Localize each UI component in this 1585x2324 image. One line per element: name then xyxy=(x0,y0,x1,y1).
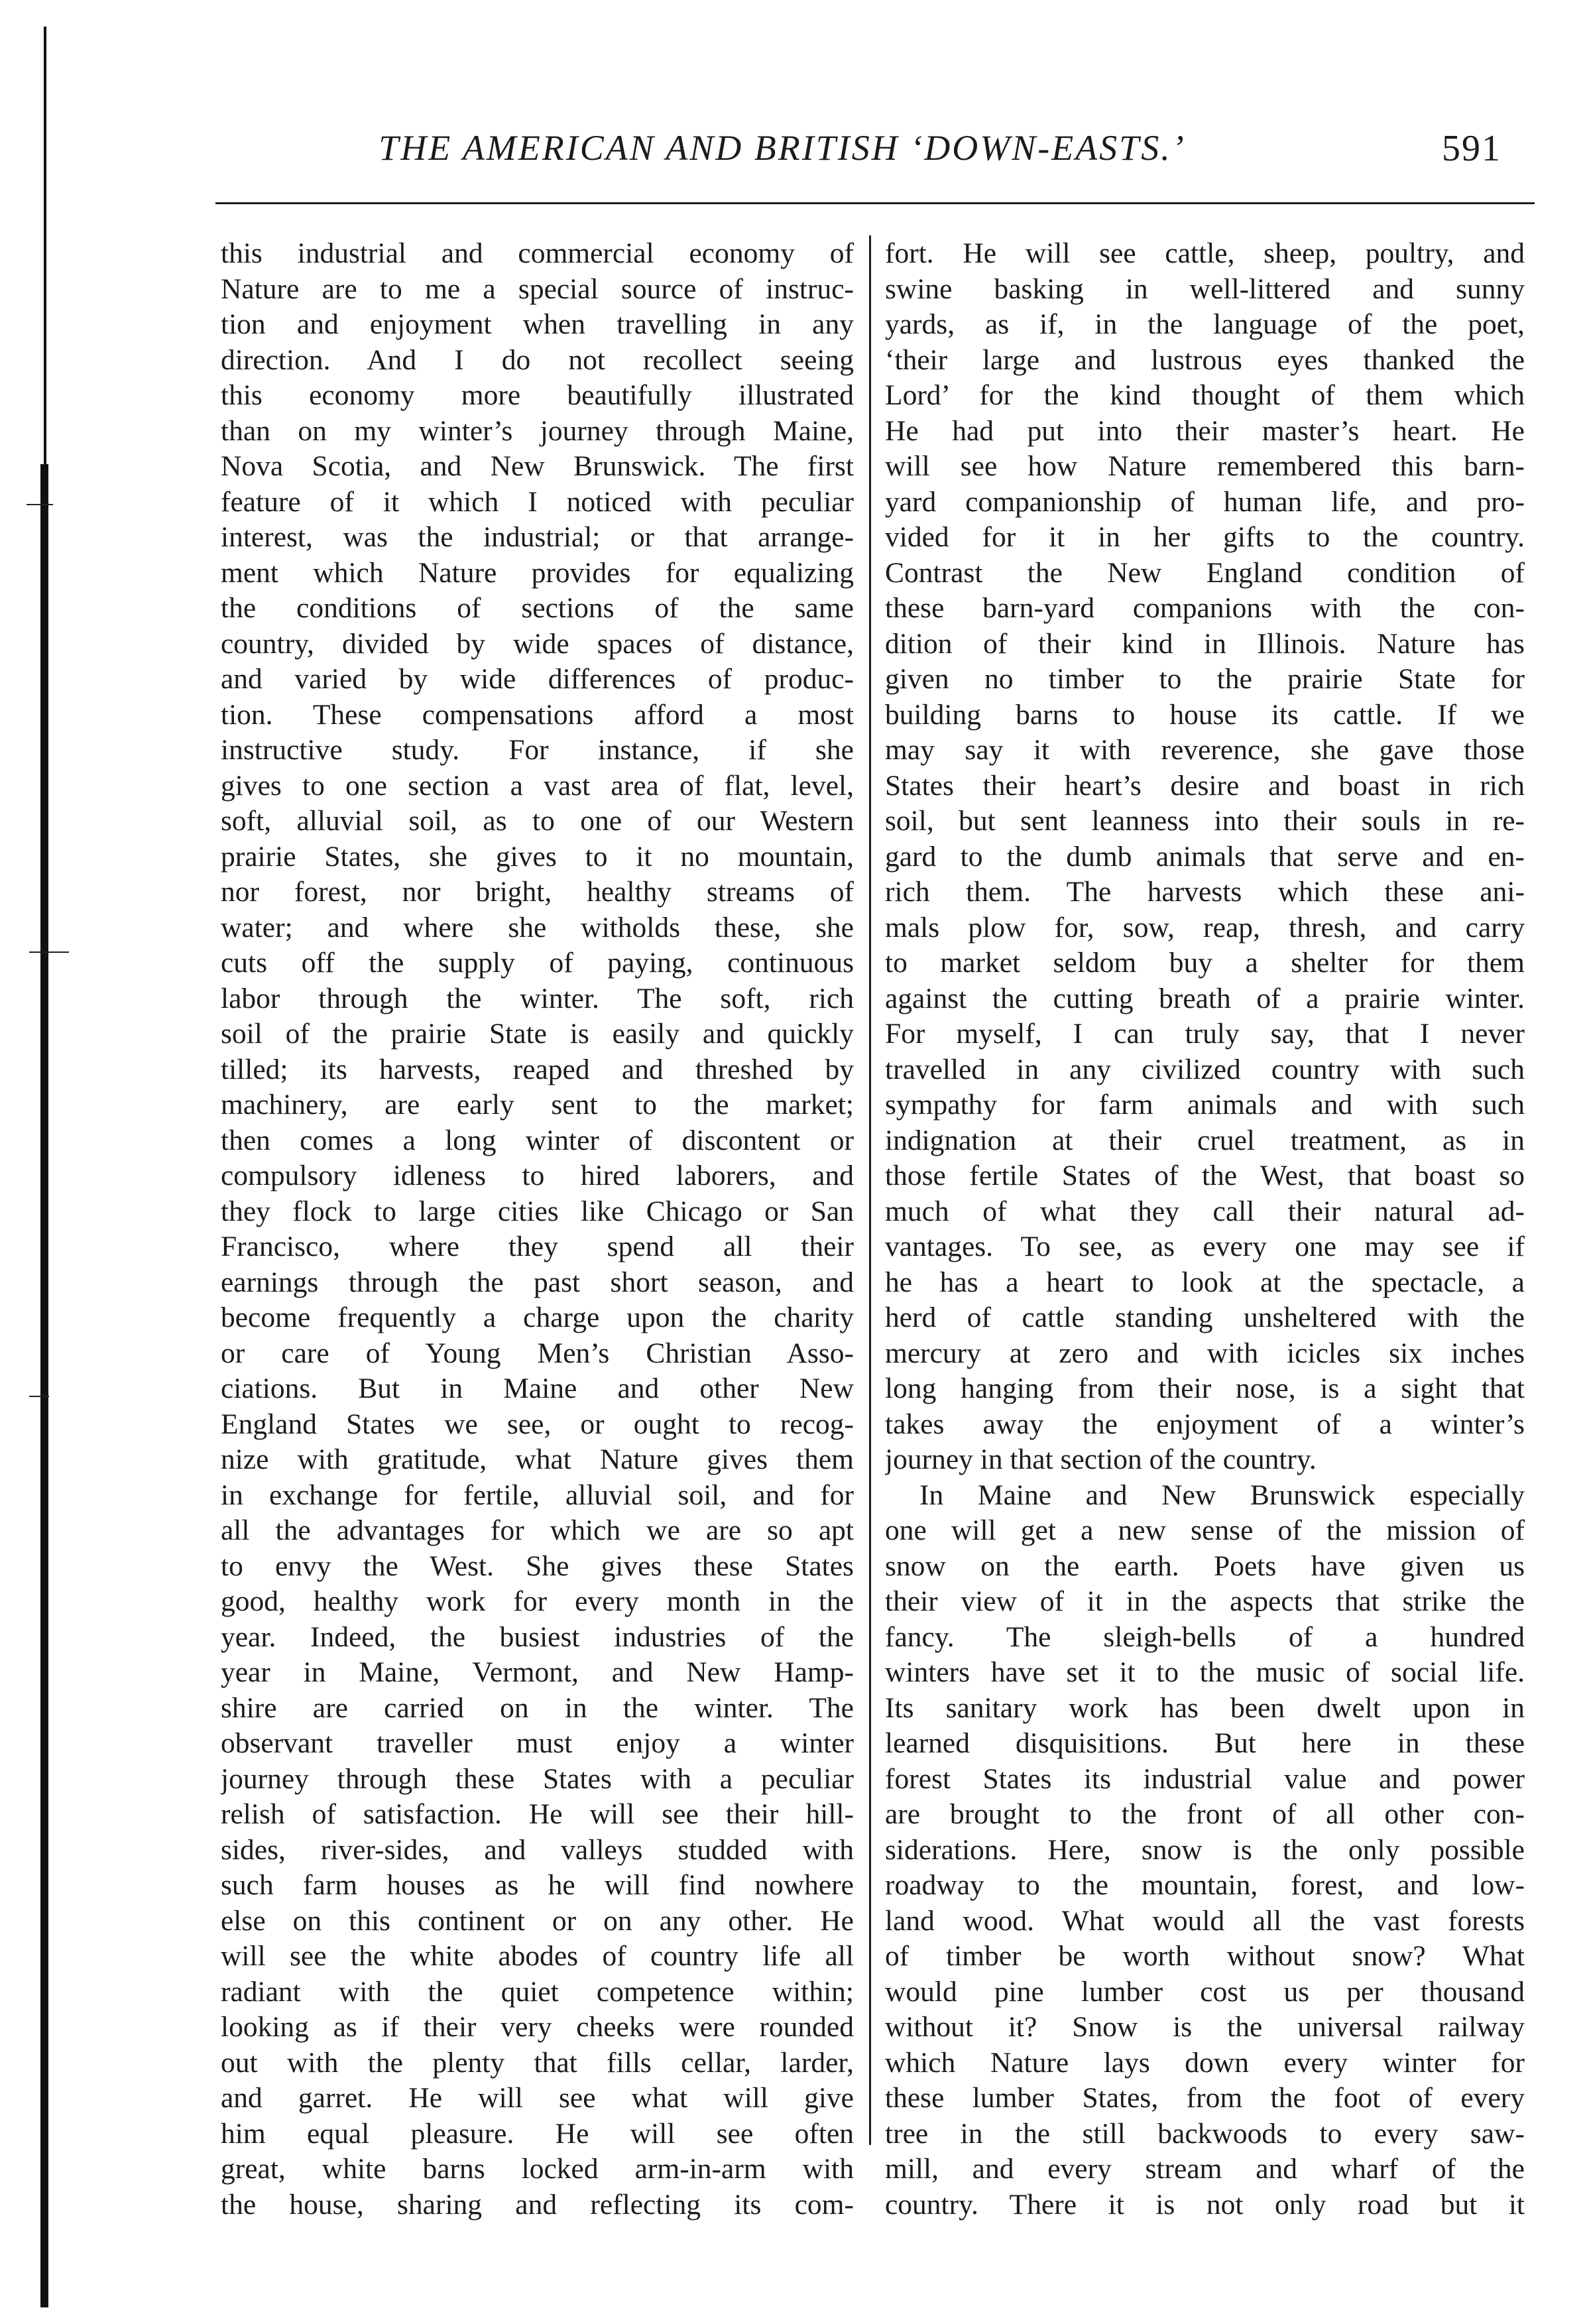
text-line: compulsory idleness to hired laborers, and xyxy=(221,1160,854,1192)
text-line: of timber be worth without snow? What xyxy=(885,1940,1525,1972)
text-line: Contrast the New England condition of xyxy=(885,556,1525,589)
text-line: one will get a new sense of the mission of xyxy=(885,1514,1525,1546)
text-line: fancy. The sleigh-bells of a hundred xyxy=(885,1621,1525,1653)
text-line: direction. And I do not recollect seeing xyxy=(221,343,854,376)
text-line: or care of Young Men’s Christian Asso- xyxy=(221,1337,854,1369)
text-line: learned disquisitions. But here in these xyxy=(885,1727,1525,1759)
text-line: building barns to house its cattle. If we xyxy=(885,698,1525,731)
running-head: THE AMERICAN AND BRITISH ‘DOWN-EASTS.’ xyxy=(379,128,1186,168)
text-line: are brought to the front of all other con- xyxy=(885,1798,1525,1830)
text-line: long hanging from their nose, is a sight that xyxy=(885,1373,1525,1404)
text-line: labor through the winter. The soft, rich xyxy=(221,982,854,1014)
text-line: to envy the West. She gives these States xyxy=(221,1550,854,1582)
text-line: yards, as if, in the language of the poet, xyxy=(885,308,1525,340)
text-line: to market seldom buy a shelter for them xyxy=(885,947,1525,979)
text-line: water; and where she witholds these, she xyxy=(221,911,854,944)
text-line: looking as if their very cheeks were rounded xyxy=(221,2011,854,2043)
text-line: this economy more beautifully illustrated xyxy=(221,379,854,411)
text-line: year in Maine, Vermont, and New Hamp- xyxy=(221,1656,854,1688)
text-line: country, divided by wide spaces of distance, xyxy=(221,627,854,660)
text-line: Nature are to me a special source of instruc- xyxy=(221,273,854,305)
text-line: siderations. Here, snow is the only possible xyxy=(885,1833,1525,1866)
text-line: these lumber States, from the foot of every xyxy=(885,2082,1525,2114)
text-line: forest States its industrial value and power xyxy=(885,1762,1525,1795)
text-line: good, healthy work for every month in the xyxy=(221,1585,854,1617)
text-line: machinery, are early sent to the market; xyxy=(221,1089,854,1121)
text-line: year. Indeed, the busiest industries of the xyxy=(221,1621,854,1653)
text-line: swine basking in well-littered and sunny xyxy=(885,273,1525,305)
text-line: yard companionship of human life, and pro- xyxy=(885,485,1525,518)
text-line: all the advantages for which we are so apt xyxy=(221,1514,854,1546)
text-line: may say it with reverence, she gave those xyxy=(885,734,1525,766)
text-line: without it? Snow is the universal railway xyxy=(885,2011,1525,2043)
text-line: rich them. The harvests which these ani- xyxy=(885,876,1525,908)
text-line: and varied by wide differences of produc- xyxy=(221,663,854,695)
text-line: this industrial and commercial economy of xyxy=(221,237,854,269)
text-line: Francisco, where they spend all their xyxy=(221,1231,854,1262)
text-line: given no timber to the prairie State for xyxy=(885,663,1525,695)
text-line: ‘their large and lustrous eyes thanked the xyxy=(885,343,1525,376)
text-line: ment which Nature provides for equalizing xyxy=(221,556,854,589)
text-line: England States we see, or ought to recog- xyxy=(221,1408,854,1440)
text-line: their view of it in the aspects that strike the xyxy=(885,1585,1525,1617)
text-line: against the cutting breath of a prairie winter. xyxy=(885,982,1525,1014)
text-line: become frequently a charge upon the charity xyxy=(221,1302,854,1333)
text-line: would pine lumber cost us per thousand xyxy=(885,1975,1525,2008)
text-line: observant traveller must enjoy a winter xyxy=(221,1727,854,1759)
text-line: radiant with the quiet competence within; xyxy=(221,1975,854,2008)
text-line: which Nature lays down every winter for xyxy=(885,2046,1525,2079)
text-line: country. There it is not only road but it xyxy=(885,2188,1525,2221)
text-line: they flock to large cities like Chicago or San xyxy=(221,1195,854,1227)
text-line: sympathy for farm animals and with such xyxy=(885,1089,1525,1121)
text-line: Lord’ for the kind thought of them which xyxy=(885,379,1525,411)
text-line: will see the white abodes of country life all xyxy=(221,1940,854,1972)
text-line: soft, alluvial soil, as to one of our Western xyxy=(221,805,854,837)
text-line: dition of their kind in Illinois. Nature has xyxy=(885,627,1525,660)
page-binding-edge-top xyxy=(44,27,46,464)
text-line: States their heart’s desire and boast in rich xyxy=(885,769,1525,802)
header-rule xyxy=(215,202,1535,204)
text-line: fort. He will see cattle, sheep, poultry, and xyxy=(885,237,1525,269)
text-line: relish of satisfaction. He will see their hill- xyxy=(221,1798,854,1830)
text-line: vantages. To see, as every one may see if xyxy=(885,1231,1525,1262)
text-line: roadway to the mountain, forest, and low- xyxy=(885,1869,1525,1901)
text-line: mill, and every stream and wharf of the xyxy=(885,2153,1525,2185)
text-line: gives to one section a vast area of flat, level, xyxy=(221,769,854,802)
text-line: He had put into their master’s heart. He xyxy=(885,414,1525,447)
text-line: the conditions of sections of the same xyxy=(221,592,854,624)
text-line: cuts off the supply of paying, continuous xyxy=(221,947,854,979)
left-column xyxy=(221,236,854,2223)
right-column xyxy=(885,236,1525,2223)
text-line: earnings through the past short season, and xyxy=(221,1266,854,1298)
binding-mark xyxy=(29,951,69,953)
text-line: will see how Nature remembered this barn- xyxy=(885,450,1525,482)
text-line: tree in the still backwoods to every saw- xyxy=(885,2117,1525,2150)
text-line: land wood. What would all the vast forests xyxy=(885,1904,1525,1937)
text-line: ciations. But in Maine and other New xyxy=(221,1373,854,1404)
binding-mark xyxy=(27,504,53,505)
text-line: shire are carried on in the winter. The xyxy=(221,1691,854,1724)
text-line: sides, river-sides, and valleys studded with xyxy=(221,1833,854,1866)
text-line: journey in that section of the country. xyxy=(885,1443,1317,1475)
text-line: tion and enjoyment when travelling in any xyxy=(221,308,854,340)
text-line: these barn-yard companions with the con- xyxy=(885,592,1525,624)
page-number: 591 xyxy=(1442,128,1501,169)
text-line: feature of it which I noticed with peculiar xyxy=(221,485,854,518)
text-line: travelled in any civilized country with such xyxy=(885,1053,1525,1085)
text-line: nor forest, nor bright, healthy streams of xyxy=(221,876,854,908)
text-line: Nova Scotia, and New Brunswick. The first xyxy=(221,450,854,482)
text-line: herd of cattle standing unsheltered with the xyxy=(885,1302,1525,1333)
text-line: great, white barns locked arm-in-arm with xyxy=(221,2153,854,2185)
text-line: prairie States, she gives to it no mountain, xyxy=(221,840,854,873)
text-line: takes away the enjoyment of a winter’s xyxy=(885,1408,1525,1440)
text-line: and garret. He will see what will give xyxy=(221,2082,854,2114)
text-line: winters have set it to the music of social life. xyxy=(885,1656,1525,1688)
text-line: vided for it in her gifts to the country. xyxy=(885,521,1525,553)
text-line: mals plow for, sow, reap, thresh, and carry xyxy=(885,911,1525,944)
text-line: than on my winter’s journey through Maine, xyxy=(221,414,854,447)
text-line: those fertile States of the West, that boast so xyxy=(885,1160,1525,1192)
text-line: Its sanitary work has been dwelt upon in xyxy=(885,1691,1525,1724)
column-divider xyxy=(869,235,871,2145)
text-line: snow on the earth. Poets have given us xyxy=(885,1550,1525,1582)
text-line: such farm houses as he will find nowhere xyxy=(221,1869,854,1901)
text-line: tilled; its harvests, reaped and threshed by xyxy=(221,1053,854,1085)
text-line: journey through these States with a peculiar xyxy=(221,1762,854,1795)
page-binding-edge xyxy=(40,464,48,2307)
text-line: instructive study. For instance, if she xyxy=(221,734,854,766)
text-line: interest, was the industrial; or that arrange- xyxy=(221,521,854,553)
text-line: out with the plenty that fills cellar, larder, xyxy=(221,2046,854,2079)
binding-mark xyxy=(29,1396,49,1397)
text-line: else on this continent or on any other. He xyxy=(221,1904,854,1937)
text-line: in exchange for fertile, alluvial soil, and for xyxy=(221,1479,854,1511)
text-line: the house, sharing and reflecting its com- xyxy=(221,2188,854,2221)
text-line: much of what they call their natural ad- xyxy=(885,1195,1525,1227)
text-line: soil, but sent leanness into their souls in re- xyxy=(885,805,1525,837)
text-line: nize with gratitude, what Nature gives them xyxy=(221,1443,854,1475)
text-line: tion. These compensations afford a most xyxy=(221,698,854,731)
text-line: him equal pleasure. He will see often xyxy=(221,2117,854,2150)
text-line: indignation at their cruel treatment, as in xyxy=(885,1124,1525,1156)
text-line: he has a heart to look at the spectacle, a xyxy=(885,1266,1525,1298)
text-line: gard to the dumb animals that serve and en- xyxy=(885,840,1525,873)
text-line: For myself, I can truly say, that I never xyxy=(885,1018,1525,1050)
text-line: then comes a long winter of discontent or xyxy=(221,1124,854,1156)
text-line: In Maine and New Brunswick especially xyxy=(919,1479,1525,1511)
text-line: soil of the prairie State is easily and quickly xyxy=(221,1018,854,1050)
text-line: mercury at zero and with icicles six inches xyxy=(885,1337,1525,1369)
